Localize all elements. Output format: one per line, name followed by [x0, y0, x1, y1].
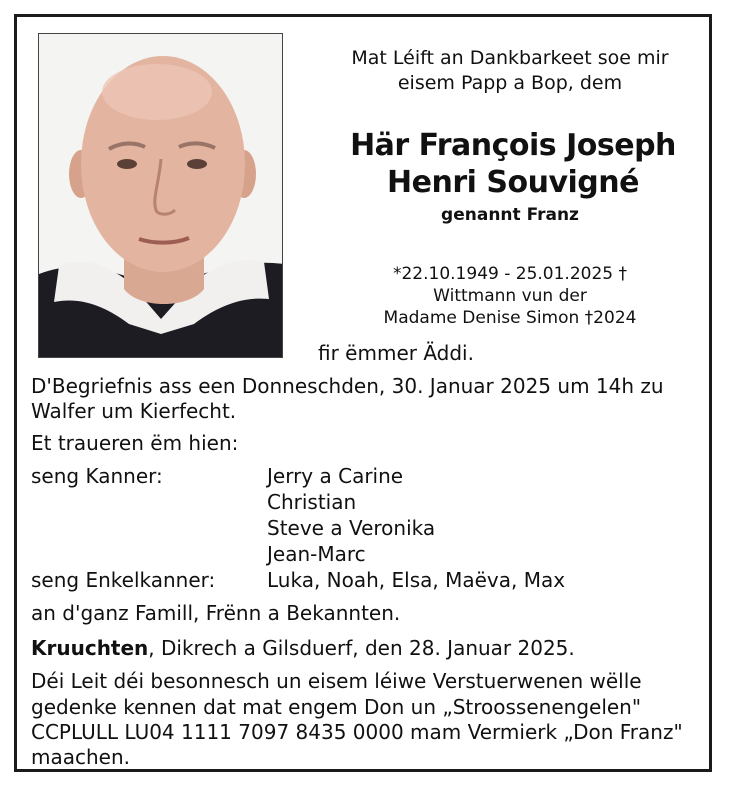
- child-1: Jerry a Carine: [267, 464, 404, 488]
- intro-line-1: Mat Léift an Dankbarkeet soe mir: [351, 47, 669, 69]
- donation-line-3: CCPLULL LU04 1111 7097 8435 0000 mam Vermierk „Don Franz": [31, 720, 683, 744]
- others-line: an d'ganz Famill, Frënn a Bekannten.: [31, 601, 401, 625]
- donation-line-1: Déi Leit déi besonnesch un eisem léiwe Verstuerwenen wëlle: [31, 669, 642, 693]
- widower-line-2: Madame Denise Simon †2024: [383, 308, 637, 328]
- place-rest: , Dikrech a Gilsduerf, den 28. Januar 2025.: [148, 636, 575, 660]
- farewell-text: fir ëmmer Äddi.: [318, 341, 474, 365]
- children-label: seng Kanner:: [31, 464, 163, 488]
- portrait-photo: [38, 33, 283, 358]
- funeral-line-2: Walfer um Kierfecht.: [31, 399, 237, 423]
- intro-line-2: eisem Papp a Bop, dem: [397, 72, 623, 94]
- child-3: Steve a Veronika: [267, 516, 436, 540]
- funeral-line-1: D'Begriefnis ass een Donneschden, 30. Januar 2025 um 14h zu: [31, 374, 664, 398]
- donation-line-4: maachen.: [31, 745, 131, 769]
- child-4: Jean-Marc: [267, 542, 366, 566]
- donation-line-2: gedenke kennen dat mat engem Don un „Stroossenengelen": [31, 695, 642, 719]
- deceased-nickname: genannt Franz: [441, 205, 579, 225]
- widower-line-1: Wittmann vun der: [433, 286, 587, 306]
- grandchildren-names: Luka, Noah, Elsa, Maëva, Max: [267, 568, 566, 592]
- deceased-name-line-2: Henri Souvigné: [387, 165, 639, 200]
- grandchildren-label: seng Enkelkanner:: [31, 568, 216, 592]
- place-date-line: [31, 635, 575, 661]
- deceased-name-line-1: Här François Joseph: [350, 128, 676, 163]
- child-2: Christian: [267, 490, 357, 514]
- life-dates: *22.10.1949 - 25.01.2025 †: [392, 264, 627, 284]
- place-town: Kruuchten: [31, 636, 149, 660]
- mourners-heading: Et traueren ëm hien:: [31, 431, 239, 455]
